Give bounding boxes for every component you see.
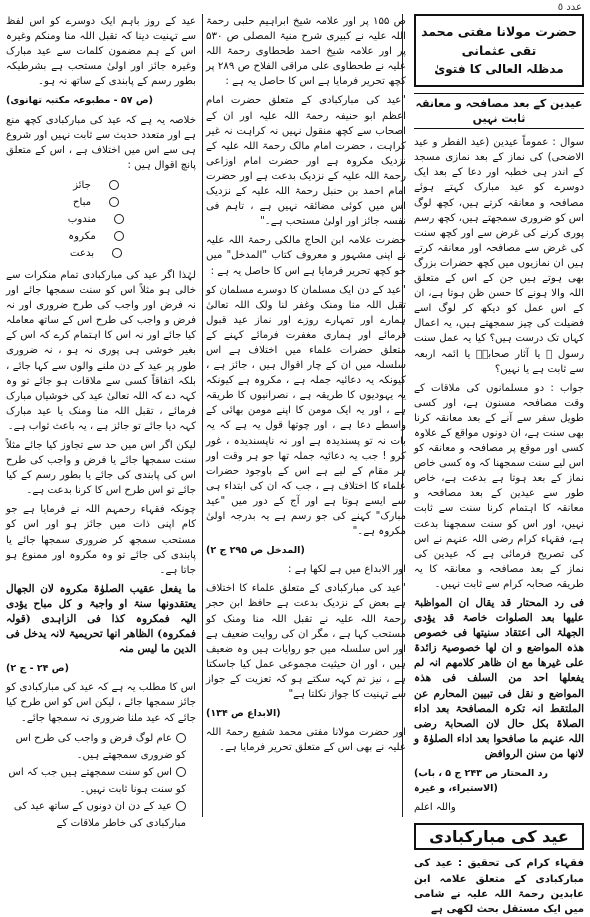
circle-bullet-icon — [114, 214, 124, 224]
middle-column — [206, 14, 406, 819]
page-number: عدد ٥ — [557, 2, 582, 13]
reference: (ص ۲۴ - ج ۲) — [6, 663, 69, 675]
left-paragraph: لہٰذا اگر عید کی مبارکبادی تمام منکرات سے خالی ہو مثلاً اس کو سنت سمجھا جائے اور نہ فرض اور واجب کی طرح ضروری اور نہ فرض و واجب کی طرح اس کے ساتھ معاملہ کیا جائے اور نہ اس کا اہتمام کرے کہ اس کے بغیر خوشی ہی پوری نہ ہو ، نہ ضروری طور پر عید کے دن ملنے والوں سے کہا جائے ، بلکہ اتفاقاً کسی سے ملاقات ہو جائے تو وہ کہہ دے کہ اللہ تعالیٰ عید کی خوشیاں مبارک فرمائے ، تقبل اللہ منا ومنک یا عید مبارک کہہ دیا جائے تو جائز ہے ، یہ باعث ثواب ہے۔ — [6, 269, 196, 432]
list-item: مباح — [6, 194, 196, 211]
left-paragraph: عید کے روز باہم ایک دوسرے کو اس لفظ سے تہنیت دینا کہ تقبل اللہ منا ومنکم وغیرہ اس کے ہم مضمون کلمات سے عید مبارک وغیرہ جائز اور اولیٰ مستحب ہے بشرطیکہ بطور رسم کے پابندی کے ساتھ نہ ہو۔ — [6, 16, 196, 88]
middle-paragraph: "عید کی مبارکبادی کے متعلق علماء کا اختلاف ہے بعض کے نزدیک بدعت ہے حافظ ابن حجر رحمۃ اللہ علیہ نے تقبل اللہ منا ومنک کو مستحب کہا ہے ، مگر ان کی روایت ضعیف ہے اور اس سلسلہ میں جو روایات ہیں وہ ضعیف ہیں ، اور ان حیثیت مجموعی عمل کیا جاسکتا ہے ، نیز تم کہہ سکتے ہو کہ تعزیت کے جواز سے تہنیت کا جواز نکلتا ہے" — [206, 583, 406, 701]
question-paragraph: سوال : عموماً عیدین (عید الفطر و عید الاضحی) کی نماز کے بعد نمازی مسجد کے اندر ہی خطبہ اور دعا کے بعد ایک دوسرے کو عید مبارک کہتے ہوئے مصافحہ و معانقہ کرتے ہیں، کچھ لوگ اس کو ضروری سمجھتے ہیں، کچھ رسم پوری کرنے کی غرض سے اور کچھ سنت کی غرض سے مصافحہ اور معانقہ کرتے ہیں ان نمازیوں میں کچھ حضرات بزرگ بھی ہوتے ہیں جن کے اس کے متعلق اللہ والا ہونے کا حسن ظن ہوتا ہے، ان کے اس عمل کو دیکھ کر لوگ اسے فضیلت کی چیز سمجھتے ہیں، یہ اعمال کہاں تک درست ہیں؟ کیا یہ عمل سنت رسول ﷺ یا آثار صحابہؓ یا ائمہ اربعہ سے ثابت ہے یا نہیں؟ — [414, 137, 584, 375]
list-item: بدعت — [6, 245, 196, 262]
left-paragraph: لیکن اگر اس میں حد سے تجاوز کیا جائے مثلاً سنت سمجھا جائے یا فرض و واجب کی طرح اس کی پابندی کی جائے یا بطور رسم کے کیا جائے تو اس طرح اس کا کرنا بدعت ہے۔ — [6, 439, 196, 497]
middle-paragraph: اور حضرت مولانا مفتی محمد شفیع رحمۃ اللہ علیہ نے بھی اس کے متعلق تحریر فرمایا ہے۔ — [206, 727, 406, 754]
circle-bullet-icon — [109, 197, 119, 207]
middle-paragraph: ص ۱۵۵ پر اور علامہ شیخ ابراہیم حلبی رحمۃ اللہ علیہ نے کبیری شرح منیۃ المصلی ص ۵۳۰ پر اور علامہ شیخ احمد طحطاوی رحمۃ اللہ علیہ نے طحطاوی علی مراقی الفلاح ص ۲۸۹ پر کچھ تحریر فرمایا ہے اس کا حاصل یہ ہے : — [206, 16, 407, 88]
circle-bullet-icon — [176, 733, 186, 743]
list-item: عام لوگ فرض و واجب کی طرح اس کو ضروری سمجھتے ہیں۔ — [15, 732, 186, 761]
column-divider — [202, 14, 203, 817]
list-item: اس کو سنت سمجھتے ہیں جب کہ اس کو سنت ہونا ثابت نہیں۔ — [8, 766, 186, 795]
reference: (المدخل ص ۲۹۵ ج ۲) — [206, 545, 305, 557]
middle-paragraph: "عید کی مبارکبادی کے متعلق حضرت امام اعظم ابو حنیفہ رحمۃ اللہ علیہ اور ان کے اصحاب سے کچھ منقول نہیں نہ کراہت نہ غیر کراہت ، حضرت امام مالک رحمۃ اللہ علیہ کے نزدیک مکروہ ہے اور حضرت امام اوزاعی رحمۃ اللہ علیہ کے نزدیک بدعت ہے اور حضرت امام احمد بن حنبل رحمۃ اللہ علیہ کے نزدیک اس میں کوئی مضائقہ نہیں ہے ، تاہم فی نفسہ جائز اور اولیٰ مستحب ہے۔" — [206, 95, 406, 228]
list-item: مکروہ — [6, 228, 196, 245]
circle-bullet-icon — [114, 231, 124, 241]
article-title-box — [414, 14, 584, 87]
list-item: عید کے دن ان دونوں کے ساتھ عید کی مبارکبادی کی خاطر ملاقات کے — [13, 800, 186, 829]
arabic-citation: فی رد المحتار قد یقال ان المواظبۃ علیھا بعد الصلوات خاصۃ قد یؤدی الجھلۃ الی اعتقاد سنیتھا فی خصوص ھذہ المواضع و ان لھا خصوصیۃ زائدۃ علی غیرھا مع ان ظاھر کلامھم انہ لم یفعلھا احد من السلف فی ھذہ المواضع و نقل فی تبیین المحارم عن الملتقط انہ تکرہ المصافحۃ بعد اداء الصلاۃ بکل حال لان الصحابۃ رضی اللہ عنہم ما صافحوا بعد اداء الصلوٰۃ و لانھا من سنن الروافض — [414, 597, 584, 760]
reference: (رد المحتار ص ۲۴۳ ج ۵ ، باب الاستبراء، و غیرہ) — [414, 768, 548, 795]
list-item: مندوب — [6, 211, 196, 228]
circle-bullet-icon — [176, 767, 186, 777]
points-list — [6, 730, 196, 832]
left-paragraph: خلاصہ یہ ہے کہ عید کی مبارکبادی کچھ منع ہے اور متعدد حدیث سے ثابت نہیں اور شروع ہی سے اس میں اختلاف ہے ، اس کے متعلق پانچ اقوال ہیں : — [6, 114, 196, 171]
answer-paragraph: جواب : دو مسلمانوں کی ملاقات کے وقت مصافحہ مسنون ہے، اور کسی طویل سفر سے آنے کے بعد معانقہ کرنا بھی سنت ہے، ان دونوں مواقع کے علاوہ کسی اور موقع پر مصافحہ و معانقہ کو اس لیے سنت سمجھنا کہ وہ کسی خاص نماز کے بعد ہوتا ہے بدعت ہے، خاص طور سے عیدین کے بعد مصافحہ و معانقہ کا اہتمام کرنا سنت سے ثابت نہیں، اور اس کو سنت سمجھنا بدعت ہے، فقہاء کرام رضی اللہ عنہم نے اس کی تصریح فرمائی ہے کہ عیدین کی نماز کے بعد مصافحہ و معانقہ کا یہ طریقہ صحابہ کرام سے ثابت نہیں۔ — [414, 382, 584, 590]
middle-paragraph: حضرت علامہ ابن الحاج مالکی رحمۃ اللہ علیہ نے اپنی مشہور و معروف کتاب "المدخل" میں جو کچھ تحریر فرمایا ہے اس کا حاصل یہ ہے : — [206, 235, 406, 277]
section-lead: فقہاء کرام کی تحقیق : عید کی مبارکبادی کے متعلق علامہ ابن عابدین رحمۃ اللہ علیہ نے شامی میں ایک مستقل بحث لکھی ہے — [414, 858, 584, 915]
list-item: جائز — [6, 177, 196, 194]
author-name: حضرت مولانا مفتی محمد تقی عثمانی — [421, 24, 577, 58]
reference: (الابداع ص ۱۳۴) — [206, 708, 281, 720]
left-paragraph: اس کا مطلب یہ ہے کہ عید کی مبارکبادی کو جائز سمجھا جائے ، لیکن اس کو اس طرح کیا جائے کہ عید ملنا ضروری نہ سمجھا جائے۔ — [6, 682, 196, 724]
left-column — [6, 14, 196, 829]
middle-paragraph: اور الابداع میں ہے لکھا ہے : — [288, 564, 406, 576]
closing-phrase: واللہ اعلم — [414, 802, 456, 814]
arabic-citation: ما یفعل عقیب الصلوٰۃ مکروہ لان الجھال یعتقدونھا سنۃ او واجبۃ و کل مباح یؤدی الیہ فمکروہ کذا فی الزاہدی (قولہ فمکروہ) الظاھر انھا تحریمیۃ لانہ یدخل فی الدین ما لیس منہ — [6, 582, 196, 656]
right-column — [414, 14, 584, 915]
section-title: عید کی مبارکبادی — [414, 823, 584, 850]
circle-bullet-icon — [176, 801, 186, 811]
article-heading: عیدین کے بعد مصافحہ و معانقہ ثابت نہیں — [414, 93, 584, 129]
author-honorific: مدظلہ العالی کا فتویٰ — [434, 62, 564, 76]
left-paragraph: چونکہ فقہاء رحمہم اللہ نے فرمایا ہے جو کام اپنی ذات میں جائز ہو اور اس کو مستحب سمجھ کر ضروری سمجھا جائے یا پابندی کی جائے تو وہ مکروہ اور ممنوع ہو جاتا ہے۔ — [6, 504, 196, 576]
opinions-list — [6, 177, 196, 262]
circle-bullet-icon — [109, 180, 119, 190]
reference: (ص ۵۷ - مطبوعہ مکتبہ تھانوی) — [6, 95, 153, 107]
middle-paragraph: "عید کے دن ایک مسلمان کا دوسرے مسلمان کو تقبل اللہ منا ومنک وغفر لنا ولک اللہ تعالیٰ ہمارے اور تمہارے روزے اور نماز عید قبول فرمائے اور ہماری مغفرت فرمائے کہنے کے متعلق حضرات علماء میں اختلاف ہے اس سلسلہ میں ان کے چار اقوال ہیں ، جائز ہے ، کیونکہ یہ دعائیہ جملہ ہے ، مکروہ ہے کیونکہ یہ یہودیوں کا طریقہ ہے ، نصرانیوں کا طریقہ ہے ، اور یہ ایک مومن کا اپنے مومن بھائی کے واسطے دعا ہے ، اور چوتھا قول یہ ہے کہ یہ بات نہ تو پسندیدہ ہے اور نہ ناپسندیدہ ، غور کرو ! جب یہ دعائیہ جملہ تھا جو ہر وقت اور ہر مقام کے لیے ہے اس کے باوجود حضرات علماء کا اختلاف ہے ، جب کہ ان کی ابتداء ہی سے ایسے ہوتا ہے اور آج کے دور میں "عید مبارک" کہنے کی جو رسم ہے یہ بدرجہ اولیٰ مکروہ ہے۔" — [206, 284, 406, 538]
circle-bullet-icon — [112, 248, 122, 258]
